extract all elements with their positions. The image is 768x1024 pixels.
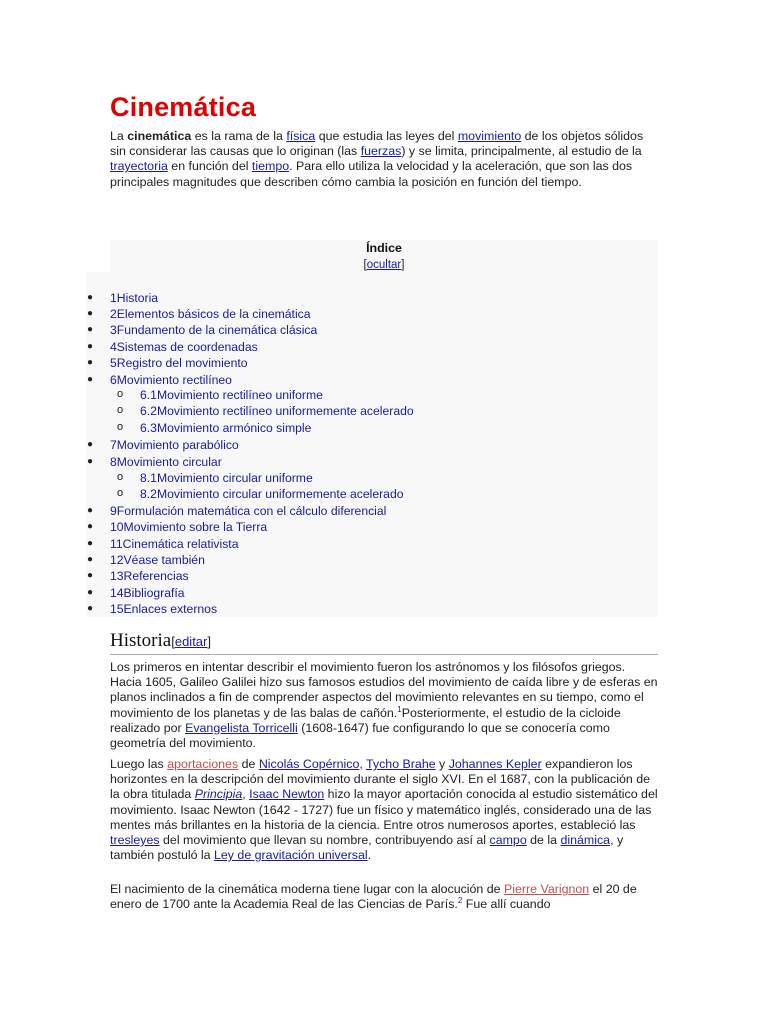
link-fuerzas[interactable]: fuerzas	[360, 144, 402, 159]
toc-item[interactable]: 14Bibliografía	[110, 586, 185, 600]
toc-title: Índice	[366, 241, 402, 255]
toc-item[interactable]: 13Referencias	[110, 569, 189, 583]
toc-hide-link[interactable]: ocultar	[366, 259, 402, 271]
toc-bullet: ●	[87, 554, 94, 565]
link-principia[interactable]: Principia	[194, 787, 243, 802]
historia-paragraph-3: El nacimiento de la cinemática moderna tiene lugar con la alocución de Pierre Varignon el 20 de enero de 1700 ante la Academia Real de las Ciencias de París.$^2$ Fue allí cuando	[110, 882, 637, 912]
link-fisica[interactable]: física	[286, 129, 316, 143]
toc-item[interactable]: 1Historia	[110, 291, 159, 305]
toc-bullet: ●	[87, 357, 94, 368]
link-copernico[interactable]: Nicolás Copérnico	[258, 757, 360, 771]
toc-bullet: ●	[87, 521, 94, 532]
footnote-1[interactable]: 1	[397, 704, 402, 714]
toc-item[interactable]: 15Enlaces externos	[110, 602, 218, 616]
link-brahe[interactable]: Tycho Brahe	[366, 757, 436, 771]
toc-bullet: o	[117, 388, 124, 400]
link-kepler[interactable]: Johannes Kepler	[448, 757, 542, 771]
toc-bullet: ●	[87, 505, 94, 516]
link-tiempo[interactable]: tiempo	[251, 159, 290, 174]
toc-item[interactable]: 3Fundamento de la cinemática clásica	[110, 323, 318, 337]
historia-paragraph-1: Los primeros en intentar describir el movimiento fueron los astrónomos y los filósofos griegos. Hacia 1605, Galileo Galilei hizo sus famosos estudios del movimiento de caída libre y de esferas en planos inclinados a fin de comprender aspectos del movimiento relevantes en su tiempo, como el movimiento de los planetas y de las balas de cañón.$^1$Posteriormente, el estudio de la cicloide realizado por Evangelista Torricelli (1608-1647) fue configurando lo que se conocería como geometría del movimiento.	[110, 660, 658, 751]
toc-item[interactable]: 6.2Movimiento rectilíneo uniformemente acelerado	[140, 404, 414, 418]
toc-item[interactable]: 4Sistemas de coordenadas	[110, 340, 258, 354]
toc-bullet: ●	[87, 308, 94, 319]
intro-bold-term: cinemática	[127, 129, 192, 143]
edit-section: [editar]	[171, 634, 211, 649]
toc-bullet: o	[117, 487, 124, 499]
link-trayectoria[interactable]: trayectoria	[110, 159, 168, 174]
section-heading-historia	[110, 630, 658, 655]
historia-paragraph-2: Luego las aportaciones de Nicolás Copérnico, Tycho Brahe y Johannes Kepler expandieron los horizontes en la descripción del movimiento durante el siglo XVI. En el 1687, con la publicación de la obra titulada Principia, Isaac Newton hizo la mayor aportación conocida al estudio sistemático del movimiento. Isaac Newton (1642 - 1727) fue un físico y matemático inglés, considerado una de las mentes más brillantes en la historia de la ciencia. Entre otros numerosos aportes, estableció las tresleyes del movimiento que llevan su nombre, contribuyendo así al campo de la dinámica, y también postuló la Ley de gravitación universal.	[110, 757, 658, 863]
toc-hide-toggle: [ocultar]	[363, 259, 405, 271]
toc-item[interactable]: 9Formulación matemática con el cálculo diferencial	[110, 504, 387, 518]
toc-item[interactable]: 6Movimiento rectilíneo	[110, 373, 232, 387]
link-varignon[interactable]: Pierre Varignon	[503, 882, 590, 896]
toc-item[interactable]: 11Cinemática relativista	[110, 537, 239, 551]
edit-link[interactable]: editar	[174, 634, 208, 649]
link-newton[interactable]: Isaac Newton	[249, 787, 325, 802]
toc-item[interactable]: 6.3Movimiento armónico simple	[140, 421, 312, 435]
toc-bullet: ●	[87, 341, 94, 352]
toc-bullet: o	[117, 471, 124, 483]
toc-bullet: ●	[87, 603, 94, 614]
toc-bullet: ●	[87, 456, 94, 467]
toc-bullet: ●	[87, 538, 94, 549]
toc-bullet: ●	[87, 292, 94, 303]
toc-item[interactable]: 12Véase también	[110, 553, 205, 567]
link-tresleyes[interactable]: tresleyes	[110, 833, 160, 848]
toc-bullet: ●	[87, 587, 94, 598]
toc-bullet: o	[117, 421, 124, 433]
toc-bullet: ●	[87, 324, 94, 335]
toc-item[interactable]: 8.2Movimiento circular uniformemente acelerado	[140, 487, 404, 501]
toc-item[interactable]: 5Registro del movimiento	[110, 356, 248, 370]
link-movimiento[interactable]: movimiento	[457, 129, 522, 143]
toc-item[interactable]: 6.1Movimiento rectilíneo uniforme	[140, 388, 323, 402]
toc-item[interactable]: 8.1Movimiento circular uniforme	[140, 471, 313, 485]
toc-bullet: ●	[87, 570, 94, 581]
link-aportaciones[interactable]: aportaciones	[167, 757, 239, 771]
page-title: Cinemática	[110, 92, 257, 122]
section-title: Historia	[110, 630, 172, 651]
toc-bullet: ●	[87, 439, 94, 450]
toc-bullet: ●	[87, 374, 94, 385]
link-ley-gravitacion[interactable]: Ley de gravitación universal	[214, 848, 368, 863]
link-campo[interactable]: campo	[489, 833, 527, 848]
toc-item[interactable]: 10Movimiento sobre la Tierra	[110, 520, 268, 534]
toc-bullet: o	[117, 404, 124, 416]
toc-item[interactable]: 8Movimiento circular	[110, 455, 222, 469]
toc-item[interactable]: 7Movimiento parabólico	[110, 438, 239, 452]
footnote-2[interactable]: 2	[457, 896, 463, 906]
link-torricelli[interactable]: Evangelista Torricelli	[185, 720, 298, 735]
link-dinamica[interactable]: dinámica	[560, 833, 611, 848]
intro-paragraph: La cinemática es la rama de la física que estudia las leyes del movimiento de los objetos sólidos sin considerar las causas que lo originan (las fuerzas) y se limita, principalmente, al estudio de la trayectoria en función del tiempo. Para ello utiliza la velocidad y la aceleración, que son las dos principales magnitudes que describen cómo cambia la posición en función del tiempo.	[110, 129, 644, 189]
toc-item[interactable]: 2Elementos básicos de la cinemática	[110, 307, 311, 321]
